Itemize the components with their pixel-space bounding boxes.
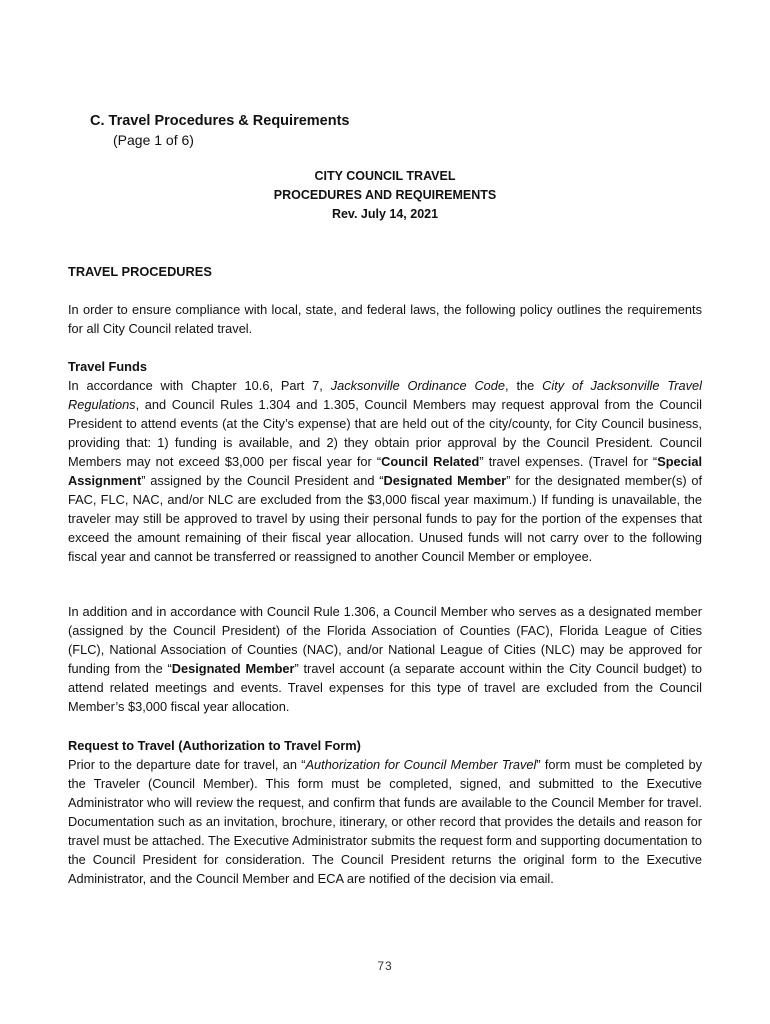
- text-run: , the: [505, 378, 543, 393]
- designated-member-paragraph: [68, 602, 702, 716]
- text-run: ” assigned by the Council President and “: [141, 473, 384, 488]
- section-heading: C. Travel Procedures & Requirements: [90, 113, 350, 129]
- travel-procedures-heading: TRAVEL PROCEDURES: [68, 264, 212, 279]
- designated-member-term: Designated Member: [383, 473, 507, 488]
- title-line-1: CITY COUNCIL TRAVEL: [314, 169, 456, 183]
- title-revision-date: Rev. July 14, 2021: [331, 207, 439, 221]
- text-run: ” for the designated member(s) of FAC, FLC, NAC, and/or NLC are excluded from the $3,000 fiscal year maximum.) If funding is unavailable, the traveler may still be approved to travel by using their personal funds to pay for the portion of the expenses that exceed the amount remaining of their fiscal year allocation. Unused funds will not carry over to the following fiscal year and cannot be transferred or reassigned to another Council Member or employee.: [68, 473, 703, 564]
- section-page-indicator: (Page 1 of 6): [113, 132, 194, 148]
- request-to-travel-heading: Request to Travel (Authorization to Travel Form): [68, 738, 361, 753]
- request-to-travel-section: [68, 736, 702, 888]
- text-run: In addition and in accordance with Council Rule 1.306, a Council Member who serves as a designated member (assigned by the Council President) of the Florida Association of Counties (FAC), Florida League of Cities (FLC), National Association of Counties (NAC), and/or National League of Cities (NLC) may be approved for funding from the “: [68, 604, 702, 676]
- text-run: , and Council Rules 1.304 and 1.305, Council Members may request approval from the Council President to attend events (at the City’s expense) that are held out of the city/county, for City Council business, providing that: 1) funding is available, and 2) they obtain prior approval by the Council President. Council Members may not exceed $3,000 per fiscal year for “: [68, 397, 702, 469]
- text-run: ” travel account (a separate account within the City Council budget) to attend related meetings and events. Travel expenses for this type of travel are excluded from the Council Member’s $3,000 fiscal year allocation.: [68, 661, 703, 714]
- request-to-travel-paragraph: [68, 755, 702, 888]
- designated-member-term: Designated Member: [171, 661, 295, 676]
- intro-paragraph-block: [68, 300, 702, 338]
- text-run: In accordance with Chapter 10.6, Part 7,: [68, 378, 331, 393]
- special-assignment-term: Special Assignment: [68, 454, 703, 488]
- document-title: [0, 167, 770, 224]
- text-run: ” form must be completed by the Traveler (Council Member). This form must be completed, signed, and submitted to the Executive Administrator who will review the request, and confirm that funds are available to the Council Member for travel. Documentation such as an invitation, brochure, itinerary, or other record that provides the details and reason for travel must be attached. The Executive Administrator submits the request form and supporting documentation to the Council President for consideration. The Council President returns the original form to the Executive Administrator, and the Council Member and ECA are notified of the decision via email.: [68, 757, 702, 886]
- authorization-form-name: Authorization for Council Member Travel: [305, 757, 537, 772]
- travel-funds-paragraph: [68, 376, 702, 566]
- intro-paragraph: In order to ensure compliance with local, state, and federal laws, the following policy outlines the requirements for all City Council related travel.: [68, 302, 702, 336]
- travel-funds-heading: Travel Funds: [68, 359, 147, 374]
- designated-member-section: [68, 602, 702, 716]
- text-run: ” travel expenses. (Travel for “: [479, 454, 658, 469]
- text-run: Prior to the departure date for travel, an “: [68, 757, 306, 772]
- ordinance-code-ref: Jacksonville Ordinance Code: [330, 378, 506, 393]
- council-related-term: Council Related: [381, 454, 480, 469]
- travel-funds-section: [68, 357, 702, 566]
- title-line-2: PROCEDURES AND REQUIREMENTS: [273, 188, 497, 202]
- page-number: 73: [377, 959, 393, 973]
- travel-regulations-ref: City of Jacksonville Travel Regulations: [68, 378, 702, 412]
- travel-procedures-heading-block: [68, 262, 702, 281]
